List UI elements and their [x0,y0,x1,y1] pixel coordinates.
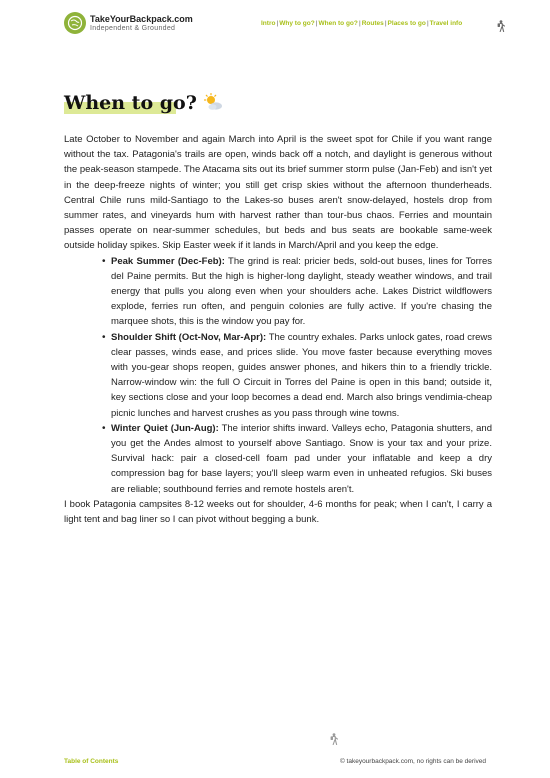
season-text: The grind is real: pricier beds, sold-out buses, lines for Torres del Paine permits. But the high is higher-long daylight, steady weather windows, and trail energy that pulls you along even when your shoulders ache. Lakes District wildflowers explode, ferries run often, and penguin colonies are fully active. If you're chasing the marquee shots, this is the window you pay for. [111,255,493,328]
intro-paragraph: Late October to November and again March into April is the sweet spot for Chile if you want range without the tax. Patagonia's trails are open, winds back off a notch, and daylight is generous without the peak-season stampede. The Atacama sits out its brief summer storm pulse (Jan-Feb) and isn't yet in the deep-freeze nights of winter; you still get crisp skies without the afternoon thunderheads. Central Chile runs mild-Santiago to the Lakes-so buses aren't snow-delayed, hostels drop from summer rates, and vineyards hum with harvest rather than tour-bus chaos. Ferries and mountain passes operate on near-summer schedules, but beds and bus seats are bookable same-week outside holiday spikes. Skip Easter week if it lands in March/April and you keep the edge. [64,134,492,252]
closing-paragraph: I book Patagonia campsites 8-12 weeks out for shoulder, 4-6 months for peak; when I can't, I carry a light tent and bag liner so I can pivot without begging a bunk. [64,498,492,526]
brand-name[interactable]: TakeYourBackpack.com [90,14,193,24]
brand-logo[interactable] [64,12,86,34]
globe-icon [67,15,83,31]
nav-item-intro[interactable]: Intro [261,20,276,27]
top-nav: Intro|Why to go?|When to go?|Routes|Places to go|Travel info [261,20,463,27]
season-label: Peak Summer (Dec-Feb): [111,255,225,267]
copyright-notice: © takeyourbackpack.com, no rights can be derived [339,758,486,765]
season-item-shoulder [111,330,492,421]
page-title-block [64,92,223,118]
nav-item-when[interactable]: When to go? [318,20,358,27]
season-text: The country exhales. Parks unlock gates, road crews clear passes, winds ease, and prices slide. You move faster because everything moves with you-gear shops reopen, guides answer phones, and hikers thin to a friendly trickle. Narrow-window win: the full O Circuit in Torres del Paine is open in this band; outside it, key sections close and your loop becomes a dead end. March also brings vendimia-cheap picnic lunches and harvest crushes as you pass through wine towns. [111,331,493,419]
page-title: When to go? [64,92,197,114]
page-header [0,0,550,46]
season-item-winter [111,421,492,497]
nav-item-places[interactable]: Places to go [387,20,426,27]
season-label: Shoulder Shift (Oct-Nov, Mar-Apr): [111,331,267,343]
nav-item-routes[interactable]: Routes [361,20,384,27]
main-content [64,132,492,527]
season-item-peak [111,254,492,330]
nav-item-travel-info[interactable]: Travel info [429,20,463,27]
hiker-icon [329,733,339,745]
season-label: Winter Quiet (Jun-Aug): [111,422,219,434]
season-text: The interior shifts inward. Valleys echo, Patagonia shutters, and you get the Andes almost to yourself above Santiago. Snow is your tax and your prize. Survival hack: pair a closed-cell foam pad under your inflatable and keep a dry compression bag for base layers; you'll sleep warm even in unheated refugios. Ski buses are reliable; southbound ferries and remote hostels aren't. [111,422,492,495]
table-of-contents-link[interactable]: Table of Contents [64,758,119,765]
season-list [64,254,492,497]
hiker-icon [496,20,506,32]
brand-tagline: Independent & Grounded [90,25,176,32]
nav-item-why[interactable]: Why to go? [279,20,315,27]
sun-cloud-icon [203,93,223,111]
